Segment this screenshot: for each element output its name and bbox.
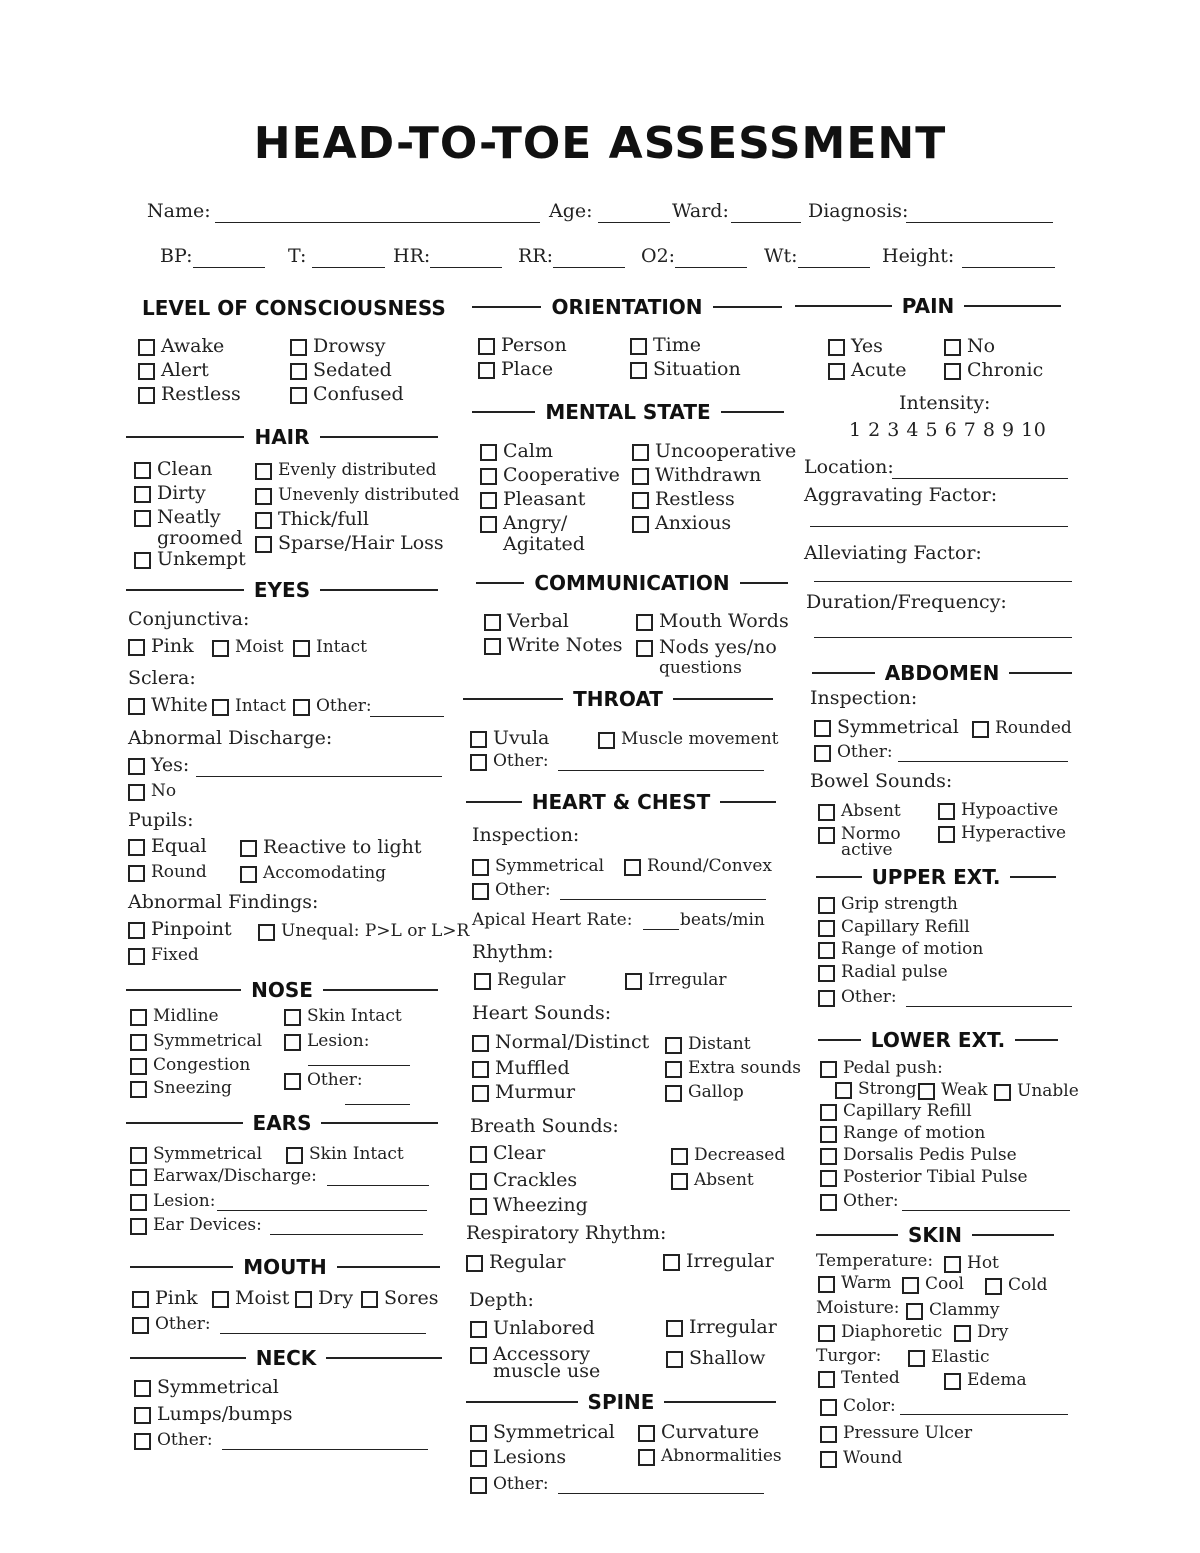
t-label: T: — [288, 245, 307, 267]
checkbox-neck-lumps[interactable]: Lumps/bumps — [134, 1404, 293, 1425]
checkbox-alert[interactable]: Alert — [138, 360, 209, 381]
neck-other-field[interactable] — [222, 1449, 428, 1450]
checkbox-extra-sounds[interactable]: Extra sounds — [665, 1058, 801, 1079]
duration-label: Duration/Frequency: — [806, 591, 1007, 613]
checkbox-place[interactable]: Place — [478, 359, 553, 380]
checkbox-upper-other[interactable]: Other: — [818, 987, 897, 1008]
checkbox-discharge-no[interactable]: No — [128, 781, 176, 802]
checkbox-abd-symmetrical[interactable]: Symmetrical — [814, 717, 959, 738]
checkbox-mouth-pink[interactable]: Pink — [132, 1288, 198, 1309]
resp-rhythm-label: Respiratory Rhythm: — [466, 1222, 667, 1244]
age-field[interactable] — [598, 222, 670, 223]
heart-sounds-label: Heart Sounds: — [472, 1002, 612, 1024]
checkbox-mouth-moist[interactable]: Moist — [212, 1288, 289, 1309]
checkbox-fixed[interactable]: Fixed — [128, 945, 199, 966]
page-title: HEAD-TO-TOE ASSESSMENT — [253, 118, 947, 169]
rr-label: RR: — [518, 245, 554, 267]
rr-field[interactable] — [553, 267, 625, 268]
checkbox-decreased[interactable]: Decreased — [671, 1145, 785, 1166]
checkbox-abnormalities[interactable]: Abnormalities — [638, 1446, 782, 1467]
section-eyes: EYES — [126, 577, 438, 603]
apical-unit: beats/min — [680, 910, 765, 930]
checkbox-ears-symmetrical[interactable]: Symmetrical — [130, 1144, 262, 1165]
checkbox-heart-round[interactable]: Round/Convex — [624, 856, 772, 877]
intensity-scale[interactable]: 1 2 3 4 5 6 7 8 9 10 — [849, 419, 1047, 441]
checkbox-bowel-absent[interactable]: Absent — [818, 801, 901, 822]
checkbox-rhythm-regular[interactable]: Regular — [474, 970, 565, 991]
checkbox-neck-symmetrical[interactable]: Symmetrical — [134, 1377, 279, 1398]
checkbox-hair-clean[interactable]: Clean — [134, 459, 212, 480]
depth-label: Depth: — [469, 1289, 534, 1311]
checkbox-uncooperative[interactable]: Uncooperative — [632, 441, 796, 462]
findings-label: Abnormal Findings: — [128, 891, 319, 913]
section-lower-ext: LOWER EXT. — [818, 1027, 1058, 1053]
height-label: Height: — [882, 245, 955, 267]
sclera-label: Sclera: — [128, 667, 196, 689]
checkbox-breath-absent[interactable]: Absent — [671, 1170, 754, 1191]
checkbox-conj-moist[interactable]: Moist — [212, 637, 284, 658]
checkbox-depth-irregular[interactable]: Irregular — [666, 1317, 777, 1338]
ears-earwax-field[interactable] — [327, 1185, 429, 1186]
ears-lesion-field[interactable] — [217, 1210, 427, 1211]
checkbox-skin-diaphoretic[interactable]: Diaphoretic — [818, 1322, 942, 1343]
aggravating-field[interactable] — [810, 526, 1068, 527]
apical-label: Apical Heart Rate: — [472, 910, 633, 930]
checkbox-wound[interactable]: Wound — [820, 1448, 902, 1469]
checkbox-hair-unevenly[interactable]: Unevenly distributed — [255, 485, 459, 506]
checkbox-accessory[interactable]: Accessory muscle use — [470, 1344, 600, 1382]
checkbox-throat-other[interactable]: Other: — [470, 751, 549, 772]
wt-field[interactable] — [798, 267, 870, 268]
checkbox-pupils-equal[interactable]: Equal — [128, 836, 207, 857]
checkbox-unlabored[interactable]: Unlabored — [470, 1318, 595, 1339]
checkbox-ears-skin-intact[interactable]: Skin Intact — [286, 1144, 404, 1165]
checkbox-skin-dry[interactable]: Dry — [954, 1322, 1008, 1343]
name-field[interactable] — [215, 222, 540, 223]
abdomen-inspection-label: Inspection: — [810, 687, 918, 709]
checkbox-pupils-accomodating[interactable]: Accomodating — [240, 863, 386, 884]
checkbox-ears-devices[interactable]: Ear Devices: — [130, 1215, 262, 1236]
bp-field[interactable] — [193, 267, 265, 268]
section-orientation: ORIENTATION — [472, 294, 782, 320]
checkbox-uvula[interactable]: Uvula — [470, 728, 549, 749]
checkbox-skin-edema[interactable]: Edema — [944, 1370, 1027, 1391]
checkbox-withdrawn[interactable]: Withdrawn — [632, 465, 761, 486]
intensity-label: Intensity: — [899, 392, 991, 414]
checkbox-anxious[interactable]: Anxious — [632, 513, 731, 534]
section-spine: SPINE — [466, 1389, 776, 1415]
lower-other-field[interactable] — [902, 1210, 1070, 1211]
diagnosis-label: Diagnosis: — [808, 200, 909, 222]
checkbox-sclera-white[interactable]: White — [128, 695, 208, 716]
hr-field[interactable] — [430, 267, 502, 268]
checkbox-mouth-other[interactable]: Other: — [132, 1314, 211, 1335]
aggravating-label: Aggravating Factor: — [804, 484, 998, 506]
checkbox-pain-no[interactable]: No — [944, 336, 995, 357]
checkbox-muffled[interactable]: Muffled — [472, 1058, 570, 1079]
section-upper-ext: UPPER EXT. — [816, 864, 1056, 890]
checkbox-pain-yes[interactable]: Yes — [828, 336, 883, 357]
upper-other-field[interactable] — [906, 1006, 1072, 1007]
checkbox-hair-neatly-groomed[interactable]: Neatly groomed — [134, 507, 243, 549]
mouth-other-field[interactable] — [220, 1333, 426, 1334]
checkbox-pleasant[interactable]: Pleasant — [480, 489, 585, 510]
checkbox-restless[interactable]: Restless — [138, 384, 241, 405]
checkbox-drowsy[interactable]: Drowsy — [290, 336, 386, 357]
checkbox-hair-evenly[interactable]: Evenly distributed — [255, 460, 437, 481]
age-label: Age: — [549, 200, 593, 222]
checkbox-ears-earwax[interactable]: Earwax/Discharge: — [130, 1166, 317, 1187]
heart-inspection-label: Inspection: — [472, 824, 580, 846]
height-field[interactable] — [962, 267, 1055, 268]
checkbox-conj-pink[interactable]: Pink — [128, 636, 194, 657]
checkbox-pinpoint[interactable]: Pinpoint — [128, 919, 232, 940]
section-nose: NOSE — [126, 977, 438, 1003]
checkbox-calm[interactable]: Calm — [480, 441, 553, 462]
checkbox-hair-dirty[interactable]: Dirty — [134, 483, 206, 504]
checkbox-resp-irregular[interactable]: Irregular — [663, 1251, 774, 1272]
checkbox-sclera-other[interactable]: Other: — [293, 696, 372, 717]
checkbox-rhythm-irregular[interactable]: Irregular — [625, 970, 727, 991]
checkbox-bowel-normoactive[interactable]: Normo active — [818, 824, 901, 861]
section-neck: NECK — [130, 1345, 442, 1371]
section-ears: EARS — [126, 1110, 438, 1136]
conjunctiva-label: Conjunctiva: — [128, 608, 250, 630]
checkbox-confused[interactable]: Confused — [290, 384, 404, 405]
pain-location-field[interactable] — [892, 478, 1068, 479]
section-level-of-consciousness: LEVEL OF CONSCIOUSNESS — [142, 296, 446, 320]
checkbox-conj-intact[interactable]: Intact — [293, 637, 367, 658]
checkbox-nose-lesion[interactable]: Lesion: — [284, 1031, 369, 1052]
o2-field[interactable] — [675, 267, 747, 268]
checkbox-spine-other[interactable]: Other: — [470, 1474, 549, 1495]
checkbox-crackles[interactable]: Crackles — [470, 1170, 577, 1191]
checkbox-heart-symmetrical[interactable]: Symmetrical — [472, 856, 604, 877]
checkbox-nose-other[interactable]: Other: — [284, 1070, 363, 1091]
spine-other-field[interactable] — [558, 1493, 764, 1494]
checkbox-unequal[interactable]: Unequal: P>L or L>R — [258, 921, 469, 942]
checkbox-hair-unkempt[interactable]: Unkempt — [134, 549, 246, 570]
duration-field[interactable] — [814, 637, 1072, 638]
ward-field[interactable] — [731, 222, 801, 223]
sclera-other-field[interactable] — [370, 716, 444, 717]
section-abdomen: ABDOMEN — [812, 660, 1072, 686]
checkbox-dorsalis[interactable]: Dorsalis Pedis Pulse — [820, 1145, 1017, 1166]
section-communication: COMMUNICATION — [476, 570, 788, 596]
checkbox-spine-symmetrical[interactable]: Symmetrical — [470, 1422, 615, 1443]
checkbox-upper-range[interactable]: Range of motion — [818, 939, 983, 960]
checkbox-abd-rounded[interactable]: Rounded — [972, 718, 1072, 739]
checkbox-gallop[interactable]: Gallop — [665, 1082, 744, 1103]
pain-location-label: Location: — [804, 456, 894, 478]
apical-field[interactable] — [643, 929, 679, 930]
checkbox-hair-sparse[interactable]: Sparse/Hair Loss — [255, 533, 444, 554]
t-field[interactable] — [312, 267, 385, 268]
checkbox-upper-capillary[interactable]: Capillary Refill — [818, 917, 970, 938]
checkbox-mouth-dry[interactable]: Dry — [295, 1288, 353, 1309]
discharge-yes-field[interactable] — [196, 776, 442, 777]
checkbox-situation[interactable]: Situation — [630, 359, 741, 380]
checkbox-pupils-round[interactable]: Round — [128, 862, 207, 883]
checkbox-skin-cold[interactable]: Cold — [985, 1275, 1048, 1296]
heart-other-field[interactable] — [560, 899, 766, 900]
checkbox-clear[interactable]: Clear — [470, 1143, 545, 1164]
wt-label: Wt: — [764, 245, 798, 267]
checkbox-cooperative[interactable]: Cooperative — [480, 465, 620, 486]
moisture-label: Moisture: — [816, 1298, 900, 1318]
checkbox-pain-acute[interactable]: Acute — [828, 360, 906, 381]
checkbox-time[interactable]: Time — [630, 335, 701, 356]
throat-other-field[interactable] — [558, 770, 764, 771]
checkbox-mouth-sores[interactable]: Sores — [361, 1288, 439, 1309]
checkbox-skin-hot[interactable]: Hot — [944, 1253, 999, 1274]
checkbox-murmur[interactable]: Murmur — [472, 1082, 575, 1103]
checkbox-skin-color[interactable]: Color: — [820, 1396, 896, 1417]
checkbox-sclera-intact[interactable]: Intact — [212, 696, 286, 717]
checkbox-write-notes[interactable]: Write Notes — [484, 635, 622, 656]
checkbox-hair-thick[interactable]: Thick/full — [255, 509, 369, 530]
breath-sounds-label: Breath Sounds: — [470, 1115, 619, 1137]
checkbox-pedal-strong[interactable]: Strong — [835, 1079, 917, 1100]
checkbox-nose-symmetrical[interactable]: Symmetrical — [130, 1031, 262, 1052]
checkbox-pedal-unable[interactable]: Unable — [994, 1081, 1079, 1102]
checkbox-skin-warm[interactable]: Warm — [818, 1273, 891, 1294]
checkbox-pupils-reactive[interactable]: Reactive to light — [240, 837, 422, 858]
checkbox-lower-other[interactable]: Other: — [820, 1191, 899, 1212]
checkbox-nose-congestion[interactable]: Congestion — [130, 1055, 250, 1076]
checkbox-nose-sneezing[interactable]: Sneezing — [130, 1078, 232, 1099]
section-hair: HAIR — [126, 424, 438, 450]
section-pain: PAIN — [795, 293, 1061, 319]
checkbox-spine-lesions[interactable]: Lesions — [470, 1447, 566, 1468]
ears-devices-field[interactable] — [270, 1234, 423, 1235]
checkbox-discharge-yes[interactable]: Yes: — [128, 755, 189, 776]
checkbox-abd-other[interactable]: Other: — [814, 742, 893, 763]
checkbox-normal-distinct[interactable]: Normal/Distinct — [472, 1032, 649, 1053]
hr-label: HR: — [393, 245, 431, 267]
checkbox-verbal[interactable]: Verbal — [484, 611, 569, 632]
checkbox-sedated[interactable]: Sedated — [290, 360, 392, 381]
alleviating-label: Alleviating Factor: — [804, 542, 982, 564]
section-mouth: MOUTH — [130, 1254, 440, 1280]
section-heart-chest: HEART & CHEST — [466, 789, 776, 815]
checkbox-curvature[interactable]: Curvature — [638, 1422, 759, 1443]
checkbox-skin-elastic[interactable]: Elastic — [908, 1347, 990, 1368]
checkbox-lower-capillary[interactable]: Capillary Refill — [820, 1101, 972, 1122]
checkbox-nose-skin-intact[interactable]: Skin Intact — [284, 1006, 402, 1027]
checkbox-muscle-movement[interactable]: Muscle movement — [598, 729, 778, 750]
checkbox-hyperactive[interactable]: Hyperactive — [938, 823, 1066, 844]
checkbox-mouth-words[interactable]: Mouth Words — [636, 611, 789, 632]
checkbox-lower-range[interactable]: Range of motion — [820, 1123, 985, 1144]
checkbox-shallow[interactable]: Shallow — [666, 1348, 765, 1369]
checkbox-skin-clammy[interactable]: Clammy — [906, 1300, 999, 1321]
checkbox-resp-regular[interactable]: Regular — [466, 1252, 565, 1273]
checkbox-pedal-push[interactable]: Pedal push: — [820, 1058, 943, 1079]
checkbox-grip-strength[interactable]: Grip strength — [818, 894, 958, 915]
checkbox-skin-tented[interactable]: Tented — [818, 1368, 900, 1389]
nose-lesion-field[interactable] — [308, 1065, 410, 1066]
checkbox-angry[interactable]: Angry/ Agitated — [480, 513, 585, 555]
checkbox-radial-pulse[interactable]: Radial pulse — [818, 962, 948, 983]
ward-label: Ward: — [672, 200, 729, 222]
skin-color-field[interactable] — [900, 1414, 1068, 1415]
name-label: Name: — [147, 200, 211, 222]
checkbox-nose-midline[interactable]: Midline — [130, 1006, 219, 1027]
checkbox-pedal-weak[interactable]: Weak — [918, 1080, 988, 1101]
alleviating-field[interactable] — [814, 581, 1072, 582]
checkbox-neck-other[interactable]: Other: — [134, 1430, 213, 1451]
checkbox-ears-lesion[interactable]: Lesion: — [130, 1191, 215, 1212]
checkbox-nods[interactable]: Nods yes/no questions — [636, 637, 777, 679]
checkbox-hypoactive[interactable]: Hypoactive — [938, 800, 1058, 821]
checkbox-wheezing[interactable]: Wheezing — [470, 1195, 588, 1216]
diagnosis-field[interactable] — [906, 222, 1053, 223]
checkbox-mental-restless[interactable]: Restless — [632, 489, 735, 510]
section-skin: SKIN — [816, 1222, 1054, 1248]
bp-label: BP: — [160, 245, 193, 267]
temperature-label: Temperature: — [816, 1251, 934, 1271]
abd-other-field[interactable] — [898, 761, 1068, 762]
checkbox-skin-cool[interactable]: Cool — [902, 1274, 964, 1295]
checkbox-distant[interactable]: Distant — [665, 1034, 751, 1055]
checkbox-pressure-ulcer[interactable]: Pressure Ulcer — [820, 1423, 972, 1444]
checkbox-posterior-tibial[interactable]: Posterior Tibial Pulse — [820, 1167, 1028, 1188]
checkbox-person[interactable]: Person — [478, 335, 567, 356]
bowel-sounds-label: Bowel Sounds: — [810, 770, 953, 792]
discharge-label: Abnormal Discharge: — [128, 727, 333, 749]
checkbox-awake[interactable]: Awake — [138, 336, 224, 357]
checkbox-pain-chronic[interactable]: Chronic — [944, 360, 1043, 381]
pupils-label: Pupils: — [128, 809, 194, 831]
o2-label: O2: — [641, 245, 676, 267]
rhythm-label: Rhythm: — [472, 941, 554, 963]
section-throat: THROAT — [463, 686, 773, 712]
nose-other-field[interactable] — [345, 1104, 410, 1105]
turgor-label: Turgor: — [816, 1346, 882, 1366]
checkbox-heart-other[interactable]: Other: — [472, 880, 551, 901]
section-mental-state: MENTAL STATE — [472, 399, 784, 425]
